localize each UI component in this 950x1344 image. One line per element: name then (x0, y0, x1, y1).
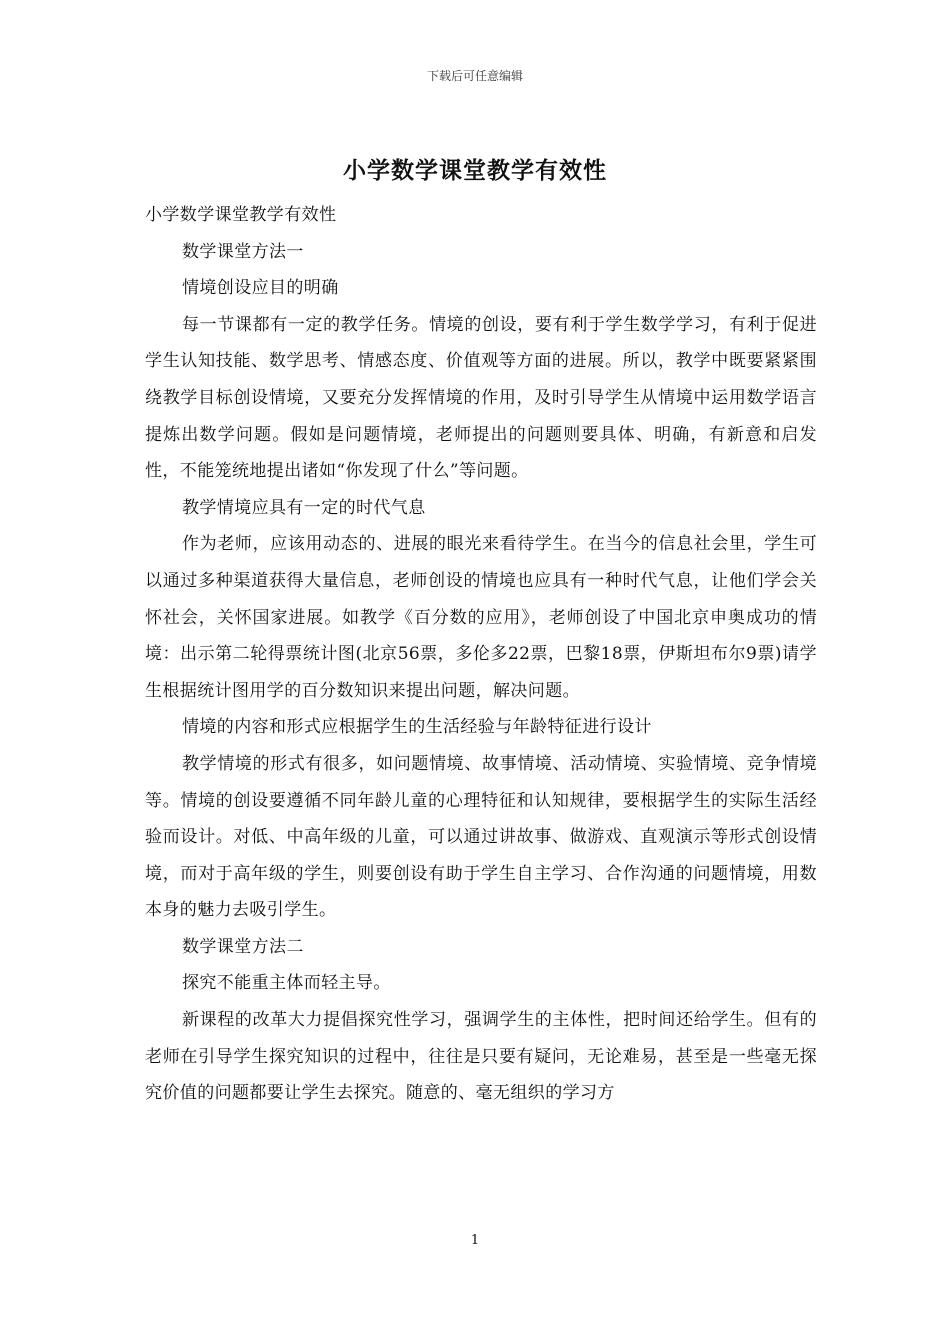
body-paragraph: 新课程的改革大力提倡探究性学习，强调学生的主体性，把时间还给学生。但有的老师在引导学生探究知识的过程中，往往是只要有疑问，无论难易，甚至是一些毫无探究价值的问题都要让学生去探究。随意的、毫无组织的学习方 (145, 1010, 817, 1104)
document-title: 小学数学课堂教学有效性 (343, 157, 607, 184)
sub-heading: 探究不能重主体而轻主导。 (182, 973, 391, 994)
sub-heading: 教学情境应具有一定的时代气息 (182, 497, 426, 518)
body-paragraph: 作为老师，应该用动态的、进展的眼光来看待学生。在当今的信息社会里，学生可以通过多种渠道获得大量信息，老师创设的情境也应具有一种时代气息，让他们学会关怀社会，关怀国家进展。如教学《百分数的应用》，老师创设了中国北京申奥成功的情境：出示第二轮得票统计图(北京56票，多伦多22票，巴黎18票，伊斯坦布尔9票)请学生根据统计图用学的百分数知识来提出问题，解决问题。 (145, 534, 817, 701)
subtitle-line: 小学数学课堂教学有效性 (145, 205, 337, 225)
section-heading: 数学课堂方法二 (182, 936, 304, 957)
page-number: 1 (470, 1233, 480, 1248)
sub-heading: 情境创设应目的明确 (182, 278, 339, 299)
sub-heading: 情境的内容和形式应根据学生的生活经验与年龄特征进行设计 (182, 717, 652, 738)
header-note: 下载后可任意编辑 (426, 69, 523, 83)
section-heading: 数学课堂方法一 (182, 241, 304, 262)
body-paragraph: 每一节课都有一定的教学任务。情境的创设，要有利于学生数学学习，有利于促进学生认知技能、数学思考、情感态度、价值观等方面的进展。所以，教学中既要紧紧围绕教学目标创设情境，又要充分发挥情境的作用，及时引导学生从情境中运用数学语言提炼出数学问题。假如是问题情境，老师提出的问题则要具体、明确，有新意和启发性，不能笼统地提出诸如“你发现了什么”等问题。 (145, 314, 817, 482)
body-paragraph: 教学情境的形式有很多，如问题情境、故事情境、活动情境、实验情境、竞争情境等。情境的创设要遵循不同年龄儿童的心理特征和认知规律，要根据学生的实际生活经验而设计。对低、中高年级的儿童，可以通过讲故事、做游戏、直观演示等形式创设情境，而对于高年级的学生，则要创设有助于学生自主学习、合作沟通的问题情境，用数本身的魅力去吸引学生。 (145, 753, 817, 921)
document-body (145, 197, 817, 1112)
